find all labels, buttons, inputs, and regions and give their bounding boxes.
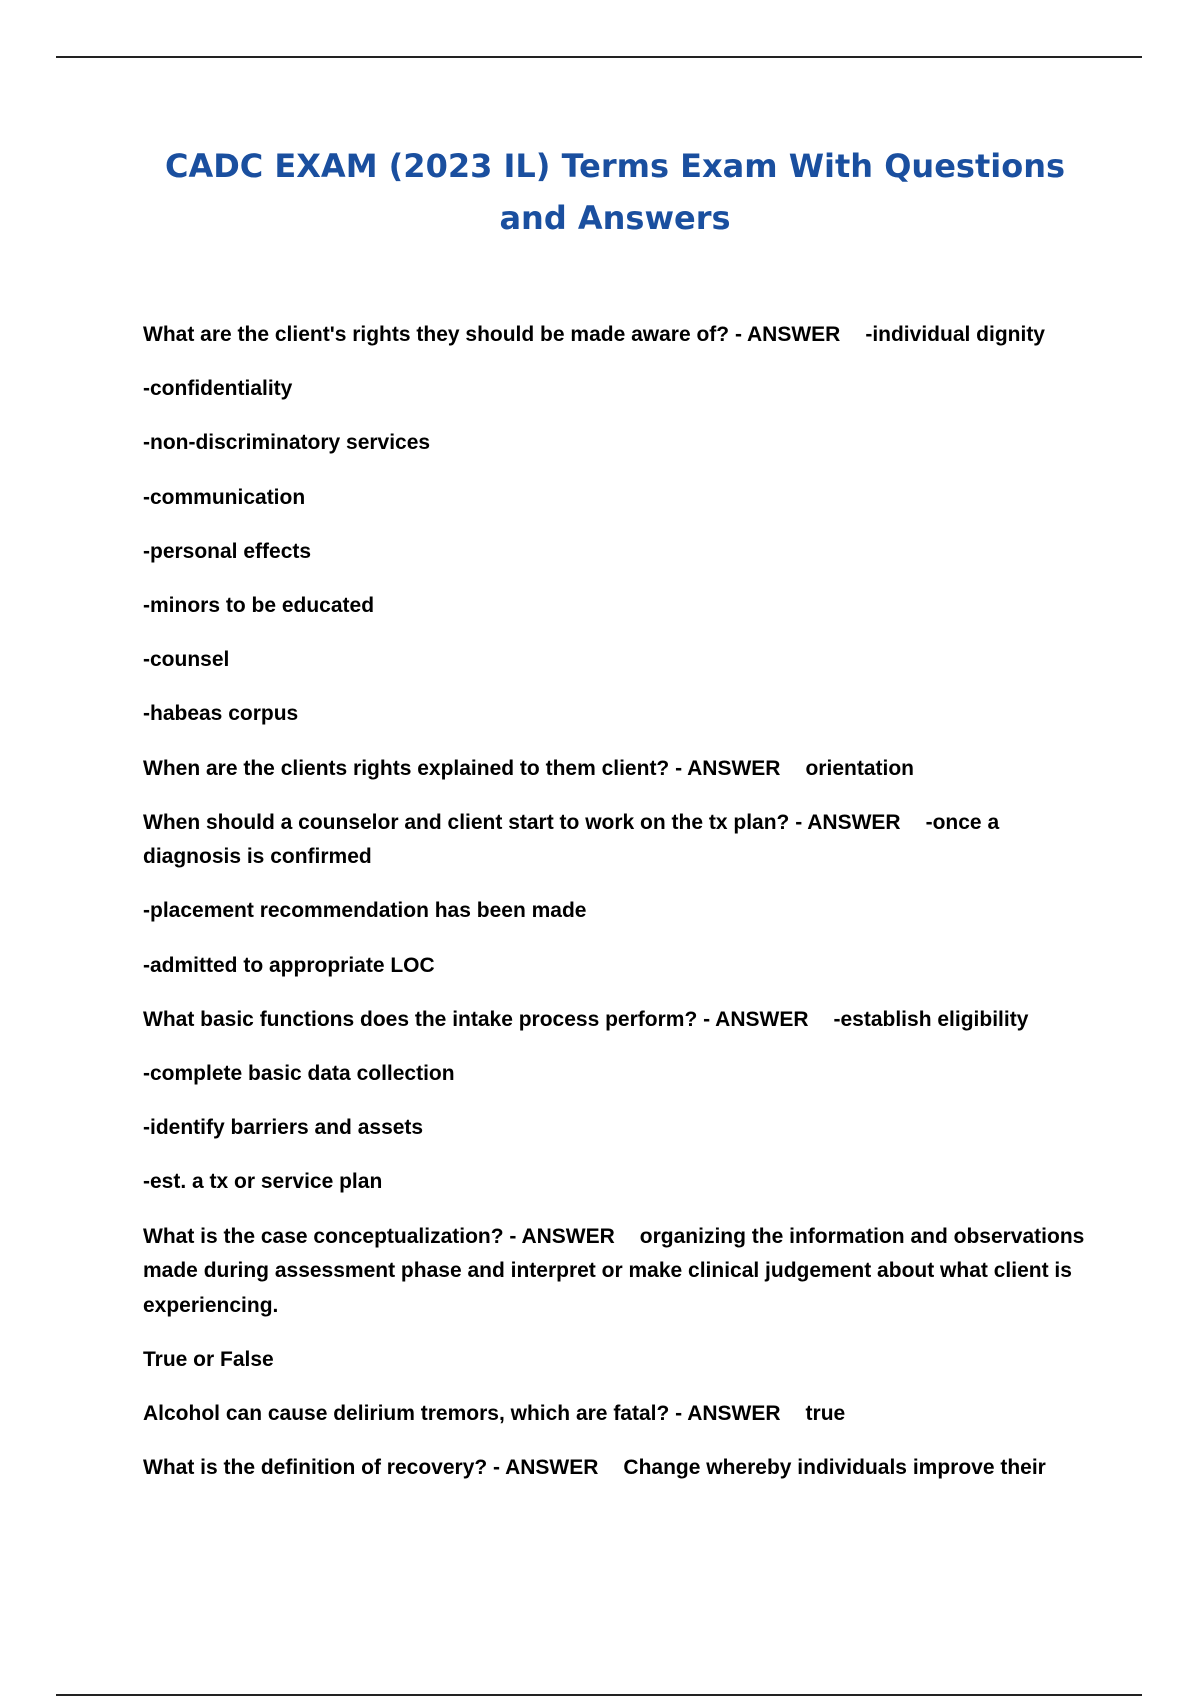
qa-line [143,806,1093,875]
document-title [120,140,1110,244]
answer-text: -communication [143,485,306,509]
qa-line [143,535,1093,570]
question-text: What basic functions does the intake process perform? - ANSWER [143,1007,809,1031]
bottom-divider [56,1694,1142,1696]
answer-text: -non-discriminatory services [143,431,431,455]
answer-text: orientation [805,756,914,780]
question-text: When are the clients rights explained to them client? - ANSWER [143,756,781,780]
question-text: Alcohol can cause delirium tremors, which are fatal? - ANSWER [143,1401,781,1425]
question-text: What is the case conceptualization? - ANSWER [143,1224,615,1248]
qa-line [143,1165,1093,1200]
answer-text: -counsel [143,648,230,672]
qa-line [143,372,1093,407]
answer-text: Change whereby individuals improve their [623,1456,1046,1480]
qa-line [143,426,1093,461]
top-divider [56,56,1142,58]
title-line-2: and Answers [499,199,731,237]
qa-line [143,1057,1093,1092]
answer-text: true [805,1401,846,1425]
question-text: When should a counselor and client start to work on the tx plan? - ANSWER [143,810,901,834]
answer-text: -placement recommendation has been made [143,899,587,923]
qa-line [143,1003,1093,1038]
qa-line [143,481,1093,516]
answer-text: -once a diagnosis is confirmed [143,810,1000,869]
qa-line [143,1220,1093,1324]
answer-text: -admitted to appropriate LOC [143,953,435,977]
qa-line [143,318,1093,353]
qa-line [143,894,1093,929]
qa-line [143,697,1093,732]
qa-line [143,589,1093,624]
qa-line [143,949,1093,984]
answer-text: -individual dignity [865,323,1045,346]
question-text: What are the client's rights they should be made aware of? - ANSWER [143,323,841,346]
qa-content [143,318,1093,1505]
answer-text: -est. a tx or service plan [143,1170,383,1194]
answer-text: -complete basic data collection [143,1061,455,1085]
qa-line [143,1397,1093,1432]
qa-line [143,1343,1093,1378]
answer-text: -confidentiality [143,377,293,401]
qa-line [143,1111,1093,1146]
question-text: What is the definition of recovery? - ANSWER [143,1456,599,1480]
answer-text: -minors to be educated [143,593,375,617]
answer-text: True or False [143,1347,274,1371]
qa-line [143,643,1093,678]
qa-line [143,1451,1093,1486]
answer-text: -personal effects [143,539,312,563]
answer-text: -establish eligibility [833,1007,1029,1031]
qa-line [143,752,1093,787]
title-line-1: CADC EXAM (2023 IL) Terms Exam With Questions [164,147,1066,185]
answer-text: -identify barriers and assets [143,1116,424,1140]
answer-text: organizing the information and observations made during assessment phase and interpret or make clinical judgement about what client is experiencing. [143,1224,1085,1317]
answer-text: -habeas corpus [143,702,299,726]
